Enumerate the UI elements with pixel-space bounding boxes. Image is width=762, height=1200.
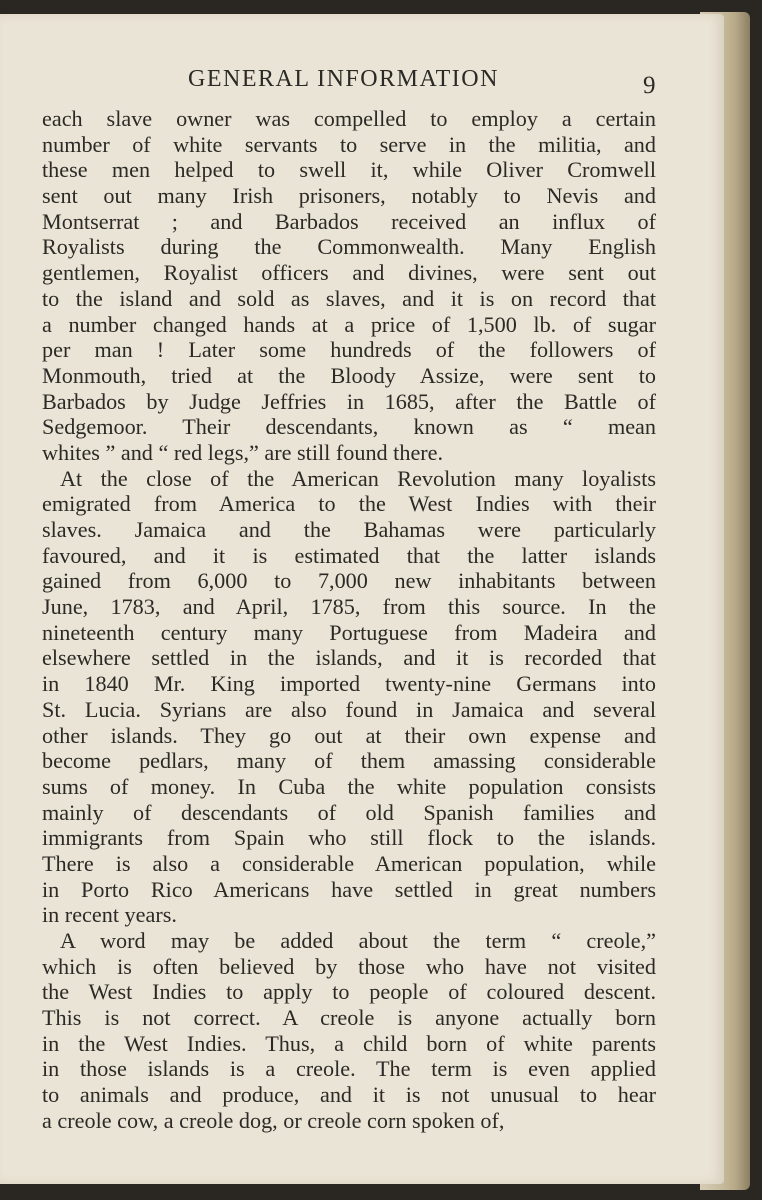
text-line: mainly of descendants of old Spanish families and [42,799,656,825]
text-line: in those islands is a creole. The term is even applied [42,1056,656,1082]
text-line: in the West Indies. Thus, a child born of white parents [42,1030,656,1056]
text-line: sent out many Irish prisoners, notably to Nevis and [42,183,656,209]
text-line: a number changed hands at a price of 1,500 lb. of sugar [42,311,656,337]
text-line: gained from 6,000 to 7,000 new inhabitants between [42,568,656,594]
text-line: immigrants from Spain who still flock to the islands. [42,825,656,851]
text-line: which is often believed by those who have not visited [42,953,656,979]
text-line: Monmouth, tried at the Bloody Assize, were sent to [42,362,656,388]
text-line: to the island and sold as slaves, and it is on record that [42,285,656,311]
text-line: Royalists during the Commonwealth. Many English [42,234,656,260]
text-line: June, 1783, and April, 1785, from this source. In the [42,594,656,620]
text-line: number of white servants to serve in the militia, and [42,131,656,157]
text-line: to animals and produce, and it is not unusual to hear [42,1082,656,1108]
text-line: become pedlars, many of them amassing considerable [42,748,656,774]
text-line: A word may be added about the term “ creole,” [60,928,656,953]
text-line: in Porto Rico Americans have settled in great numbers [42,876,656,902]
text-line: a creole cow, a creole dog, or creole corn spoken of, [42,1107,505,1133]
text-line: nineteenth century many Portuguese from Madeira and [42,619,656,645]
body-text [42,106,656,1134]
text-line: This is not correct. A creole is anyone actually born [42,1005,656,1031]
text-line: elsewhere settled in the islands, and it is recorded that [42,645,656,671]
text-line: There is also a considerable American population, while [42,850,656,876]
text-line: Montserrat ; and Barbados received an influx of [42,208,656,234]
text-line: in 1840 Mr. King imported twenty-nine Germans into [42,671,656,697]
text-line: Barbados by Judge Jeffries in 1685, after the Battle of [42,388,656,414]
text-line: Sedgemoor. Their descendants, known as “ mean [42,414,656,440]
text-line: St. Lucia. Syrians are also found in Jamaica and several [42,696,656,722]
text-line: whites ” and “ red legs,” are still found there. [42,439,444,465]
text-line: the West Indies to apply to people of coloured descent. [42,979,656,1005]
text-line: each slave owner was compelled to employ a certain [42,106,656,131]
text-line: slaves. Jamaica and the Bahamas were particularly [42,517,656,542]
text-line: these men helped to swell it, while Oliver Cromwell [42,157,656,183]
page-header [0,56,724,99]
text-line: per man ! Later some hundreds of the followers of [42,337,656,363]
text-line: other islands. They go out at their own expense and [42,722,656,748]
text-line: emigrated from America to the West Indies with their [42,491,656,517]
text-line: gentlemen, Royalist officers and divines, were sent out [42,260,656,286]
text-line: At the close of the American Revolution many loyalists [60,465,656,491]
text-line: sums of money. In Cuba the white population consists [42,773,656,799]
running-title: GENERAL INFORMATION [188,66,499,92]
page-number: 9 [643,72,656,99]
book-page [0,14,724,1184]
text-line: in recent years. [42,902,177,928]
text-line: favoured, and it is estimated that the latter islands [42,542,656,568]
